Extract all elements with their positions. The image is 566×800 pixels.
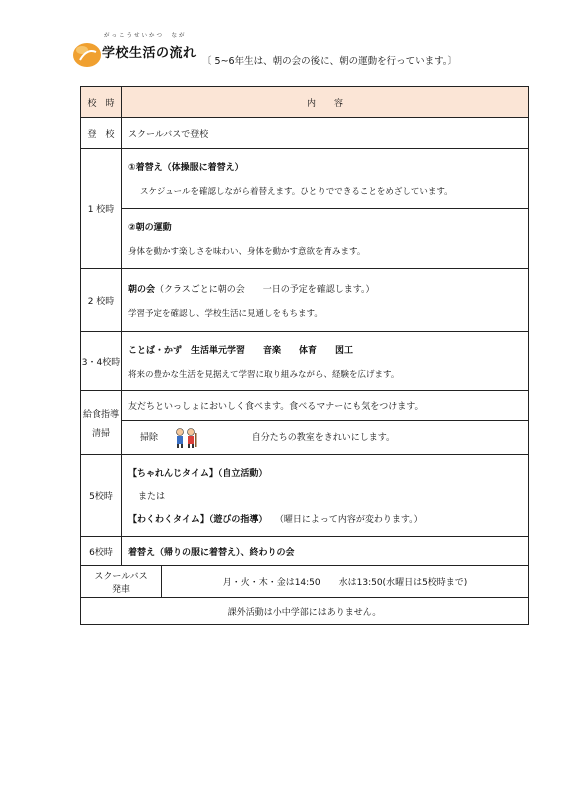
row-arrival [81,118,529,149]
row-period-5 [81,455,529,537]
changing-text: スケジュールを確認しながら着替えます。ひとりでできることをめざしています。 [140,187,453,197]
row-lunch [81,391,529,421]
page-header [72,33,532,70]
bus-label-a: スクールバス [94,571,148,582]
morning-exercise-text: 身体を動かす楽しさを味わい、身体を動かす意欲を育みます。 [128,247,366,257]
challenge-time-title: 【ちゃれんじタイム】（自立活動） [128,469,268,479]
bus-cell [81,566,529,598]
period-5-cell [122,455,529,537]
period-6-label: 6校時 [81,537,122,566]
row-period-1b [81,209,529,269]
children-cleaning-icon [173,427,199,449]
schedule-table [80,86,529,625]
morning-meeting-title: 朝の会 [128,284,156,295]
arrival-content: スクールバスで登校 [122,118,529,149]
waku-time-title: 【わくわくタイム】（遊びの指導） [128,515,268,525]
period-3-4-cell [122,332,529,391]
club-note: 課外活動は小中学部にはありません。 [81,598,529,625]
page-subtitle: 〔 5~6年生は、朝の会の後に、朝の運動を行っています。〕 [202,56,458,67]
changing-title: ①着替え（体操服に着替え） [128,163,244,173]
page-title: 学校生活の流れ [102,46,197,61]
period-2-cell [122,269,529,332]
row-period-3-4 [81,332,529,391]
row-bus [81,566,529,598]
table-header-row [81,87,529,118]
cleaning-word: 掃除 [140,433,159,443]
lunch-text: 友だちといっしょにおいしく食べます。食べるマナーにも気をつけます。 [122,391,529,421]
leaf-logo-icon [72,40,104,68]
morning-exercise-title: ②朝の運動 [128,223,172,233]
row-note [81,598,529,625]
period-5-label: 5校時 [81,455,122,537]
period-3-4-label: 3・4校時 [81,332,122,391]
bus-label [81,566,162,597]
period-1b-cell [122,209,529,269]
subjects-text: 将来の豊かな生活を見据えて学習に取り組みながら、経験を広げます。 [128,369,400,380]
lunch-label: 給食指導 [82,409,119,420]
bus-times: 月・火・木・金は14:50 水は13:50(水曜日は5校時まで) [222,578,468,588]
morning-meeting-detail: （クラスごとに朝の会 一日の予定を確認します。） [155,284,375,295]
row-cleaning [81,421,529,455]
period-6-content: 着替え（帰りの服に着替え）、終わりの会 [122,537,529,566]
period-1-label: 1 校時 [81,149,122,269]
row-period-1a [81,149,529,209]
row-period-6 [81,537,529,566]
col-period-header: 校 時 [81,87,122,118]
bus-label-b: 発車 [111,584,130,595]
cleaning-text: 自分たちの教室をきれいにします。 [251,433,396,443]
cleaning-label: 清掃 [91,428,110,439]
col-content-header: 内 容 [122,87,529,118]
row-period-2 [81,269,529,332]
cleaning-cell [122,421,529,455]
title-ruby: がっこうせいかつ なが [104,33,187,39]
lunch-cleaning-label [81,391,122,455]
or-text: または [138,492,166,502]
period-2-label: 2 校時 [81,269,122,332]
subjects-list: ことば・かず 生活単元学習 音楽 体育 図工 [128,345,354,356]
arrival-period: 登 校 [81,118,122,149]
morning-meeting-text: 学習予定を確認し、学校生活に見通しをもちます。 [128,308,323,319]
waku-time-note: （曜日によって内容が変わります。） [279,515,423,525]
period-1a-cell [122,149,529,209]
